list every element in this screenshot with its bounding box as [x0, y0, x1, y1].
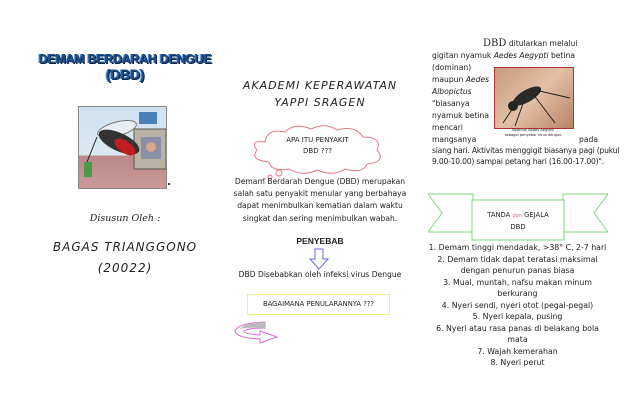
symptom-item: 1. Demam tinggi mendadak, >38° C, 2-7 hari [428, 243, 607, 252]
transmission-question: BAGAIMANA PENULARANNYA ??? [262, 300, 375, 308]
banner-text [472, 210, 564, 233]
cloud-line2: DBD ??? [303, 147, 332, 155]
question-cloud-text [255, 135, 380, 157]
author-name: BAGAS TRIANGGONO [52, 240, 198, 254]
dbd-definition: Demam Berdarah Dengue (DBD) merupakan salah satu penyakit menular yang berbahaya dapat menimbulkan kematian dalam waktu singkat dan sering menimbulkan wabah. [233, 177, 407, 223]
transmission-line: pada [579, 135, 598, 144]
species-name: Aedes [465, 75, 490, 84]
transmission-line: "biasanya [432, 99, 470, 108]
cause-heading: PENYEBAB [296, 236, 344, 246]
mosquito-cartoon-image [78, 106, 167, 189]
transmission-lead: DBD [483, 38, 507, 49]
banner-word: TANDA [487, 211, 511, 219]
cause-text: DBD Disebabkan oleh infeksi virus Dengue [238, 270, 402, 279]
symptom-item: 6. Nyeri atau rasa panas di belakang bola mata [436, 323, 599, 344]
institution-line1: AKADEMI KEPERAWATAN [242, 79, 398, 92]
transmission-rest: siang hari. Aktivitas menggigit biasanya pagi (pukul 9.00-10.00) sampai petang hari (16.00-17.00)". [432, 146, 620, 166]
symptom-item: 7. Wajah kemerahan [477, 346, 558, 356]
banner-line2: DBD [510, 223, 526, 231]
symptom-item: 3. Mual, muntah, nafsu makan minum berkurang [443, 277, 592, 298]
banner-word: GEJALA [524, 211, 549, 219]
symptom-item: 4. Nyeri sendi, nyeri otot (pegal-pegal) [441, 300, 594, 310]
transmission-line: ditularkan melalui [508, 39, 578, 48]
down-arrow-icon [309, 248, 329, 270]
transmission-text [432, 38, 632, 167]
transmission-line: nyamuk betina [432, 111, 490, 120]
title-line2: (DBD) [105, 66, 145, 82]
compiled-by-label: Disusun Oleh : [89, 213, 161, 224]
caption-line2: sebagai penyebar virus dengue [504, 133, 562, 137]
author-id: (20022) [97, 261, 153, 275]
title-line1: DEMAM BERDARAH DENGUE [38, 52, 212, 66]
symptom-item: 8. Nyeri perut [490, 358, 545, 367]
caption-line1: Nyamuk Aedes Aegypti [512, 128, 554, 132]
symptoms-list [425, 242, 610, 369]
dot [168, 183, 170, 185]
species-name: Aedes Aegypti [493, 51, 549, 60]
transmission-question-box [247, 294, 390, 315]
cloud-line1: APA ITU PENYAKIT [286, 136, 349, 144]
transmission-line: betina [548, 51, 575, 60]
curved-arrow-icon [232, 320, 292, 346]
cover-title [30, 52, 220, 82]
banner-word: dan [512, 213, 522, 219]
transmission-line: maupun [432, 75, 466, 84]
symptom-item: 5. Nyeri kepala, pusing [472, 312, 563, 321]
transmission-line: mencari [432, 123, 463, 132]
transmission-line: (dominan) [432, 63, 472, 72]
institution-line2: YAPPI SRAGEN [274, 96, 366, 109]
mosquito-icon [79, 107, 166, 188]
species-name: Albopictus [432, 87, 472, 96]
symptom-item: 2. Demam tidak dapat teratasi maksimal dengan penurun panas biasa [437, 254, 598, 275]
transmission-line: mangsanya [432, 135, 477, 144]
transmission-line: gigitan nyamuk [432, 51, 494, 60]
